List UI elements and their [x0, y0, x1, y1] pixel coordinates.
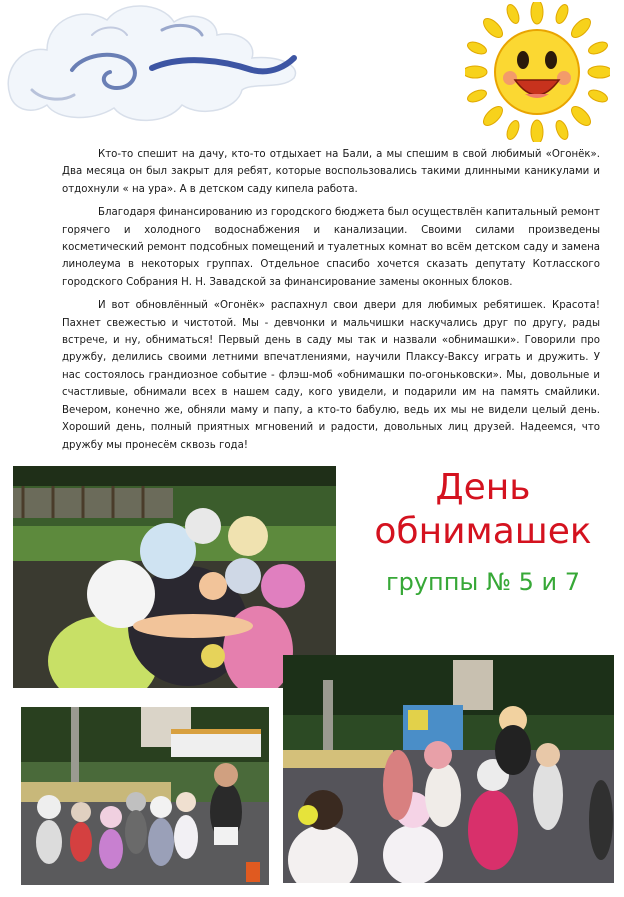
- paragraph-2: Благодаря финансированию из городского бюджета был осуществлён капитальный ремонт горячего и холодного водоснабжения и канализации. Своими силами произведены косметический ремонт подсобных помещений и туалетных комнат во всём детском саду и замена линолеума в некоторых группах. Отдельное спасибо хочется сказать депутату Котласского городского Собрания Н. Н. Завадской за финансирование замены оконных блоков.: [62, 207, 600, 288]
- title-line-2: обнимашек: [374, 511, 592, 552]
- paragraph-3: И вот обновлённый «Огонёк» распахнул свои двери для любимых ребятишек. Красота! Пахнет свежестью и чистотой. Мы - девчонки и мальчишки наскучались друг по другу, рады встрече, и ну, обниматься! Первый день в саду мы так и назвали «обнимашки». Говорили про дружбу, делились своими летними впечатлениями, научили Плаксу-Ваксу играть и дружить. У нас состоялось грандиозное событие - флэш-моб «обнимашки по-огоньковски». Мы, довольные и счастливые, обнимали всех в нашем саду, кого увидели, и подарили им на память смайлики. Вечером, конечно же, обняли маму и папу, а кто-то бабулю, ведь их мы не видели целый день. Хороший день, полный приятных мгновений и радости, довольных лиц друзей. Надеемся, что дружбу мы пронесём сквозь года!: [62, 300, 600, 451]
- article-text: [62, 146, 600, 460]
- sun-illustration: [465, 2, 610, 142]
- cloud-illustration: [2, 0, 302, 130]
- page-title: [348, 466, 618, 554]
- page-subtitle: группы № 5 и 7: [386, 568, 580, 596]
- photo-leader-with-children: [18, 704, 272, 888]
- title-line-1: День: [435, 467, 531, 508]
- photo-flashmob-yard: [283, 655, 614, 883]
- paragraph-1: Кто-то спешит на дачу, кто-то отдыхает на Бали, а мы спешим в свой любимый «Огонёк». Два месяца он был закрыт для ребят, которые воспользовались такими длинными каникулами и отдохнули « на ура». А в детском саду кипела работа.: [62, 149, 600, 195]
